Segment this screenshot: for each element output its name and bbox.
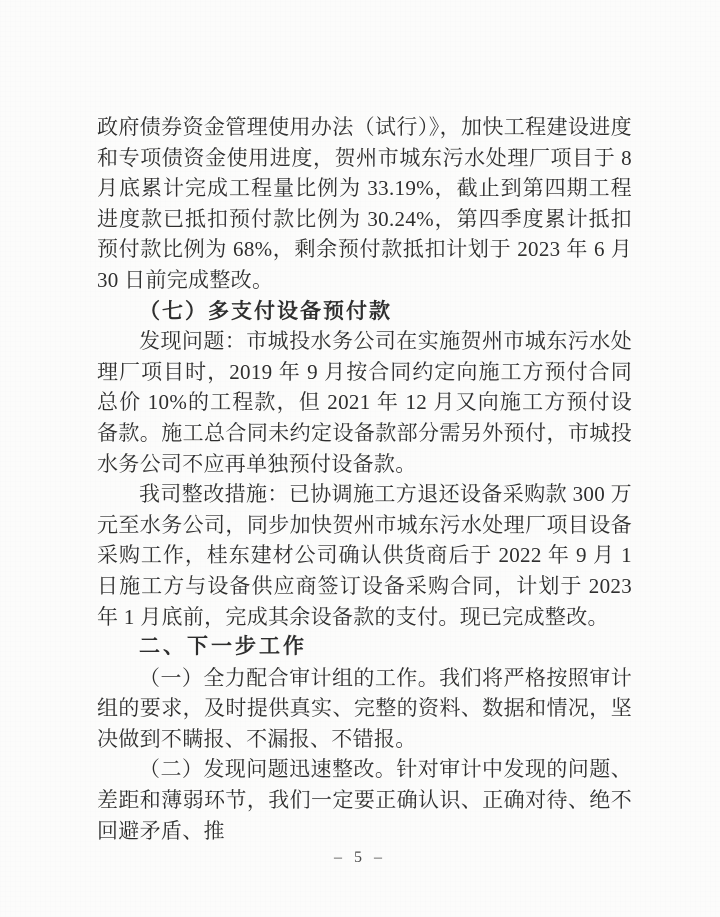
- page-number: – 5 –: [334, 849, 386, 866]
- next-step-paragraph-one: （一）全力配合审计组的工作。我们将严格按照审计组的要求，及时提供真实、完整的资料、数据和情况，坚决做到不瞒报、不漏报、不错报。: [97, 665, 632, 751]
- finding-paragraph: 发现问题：市城投水务公司在实施贺州市城东污水处理厂项目时，2019 年 9 月按合同约定向施工方预付合同总价 10%的工程款，但 2021 年 12 月又向施工方预付设备款。施工总合同未约定设备款部分需另外预付，市城投水务公司不应再单独预付设备款。: [97, 329, 632, 476]
- section-heading-seven: （七）多支付设备预付款: [139, 298, 392, 323]
- continued-paragraph: 政府债券资金管理使用办法（试行）》，加快工程建设进度和专项债资金使用进度，贺州市城东污水处理厂项目于 8 月底累计完成工程量比例为 33.19%，截止到第四期工程进度款已抵扣预付款比例为 30.24%，第四季度累计抵扣预付款比例为 68%，剩余预付款抵扣计划于 2023 年 6 月 30 日前完成整改。: [97, 115, 632, 292]
- chapter-heading-next-steps: 二、下一步工作: [139, 635, 307, 659]
- next-step-paragraph-two: （二）发现问题迅速整改。针对审计中发现的问题、差距和薄弱环节，我们一定要正确认识、正确对待、绝不回避矛盾、推: [97, 757, 632, 843]
- rectification-paragraph: 我司整改措施：已协调施工方退还设备采购款 300 万元至水务公司，同步加快贺州市城东污水处理厂项目设备采购工作，桂东建材公司确认供货商后于 2022 年 9 月 1 日施工方与设备供应商签订设备采购合同，计划于 2023 年 1 月底前，完成其余设备款的支付。现已完成整改。: [97, 482, 632, 629]
- document-body: [97, 112, 632, 846]
